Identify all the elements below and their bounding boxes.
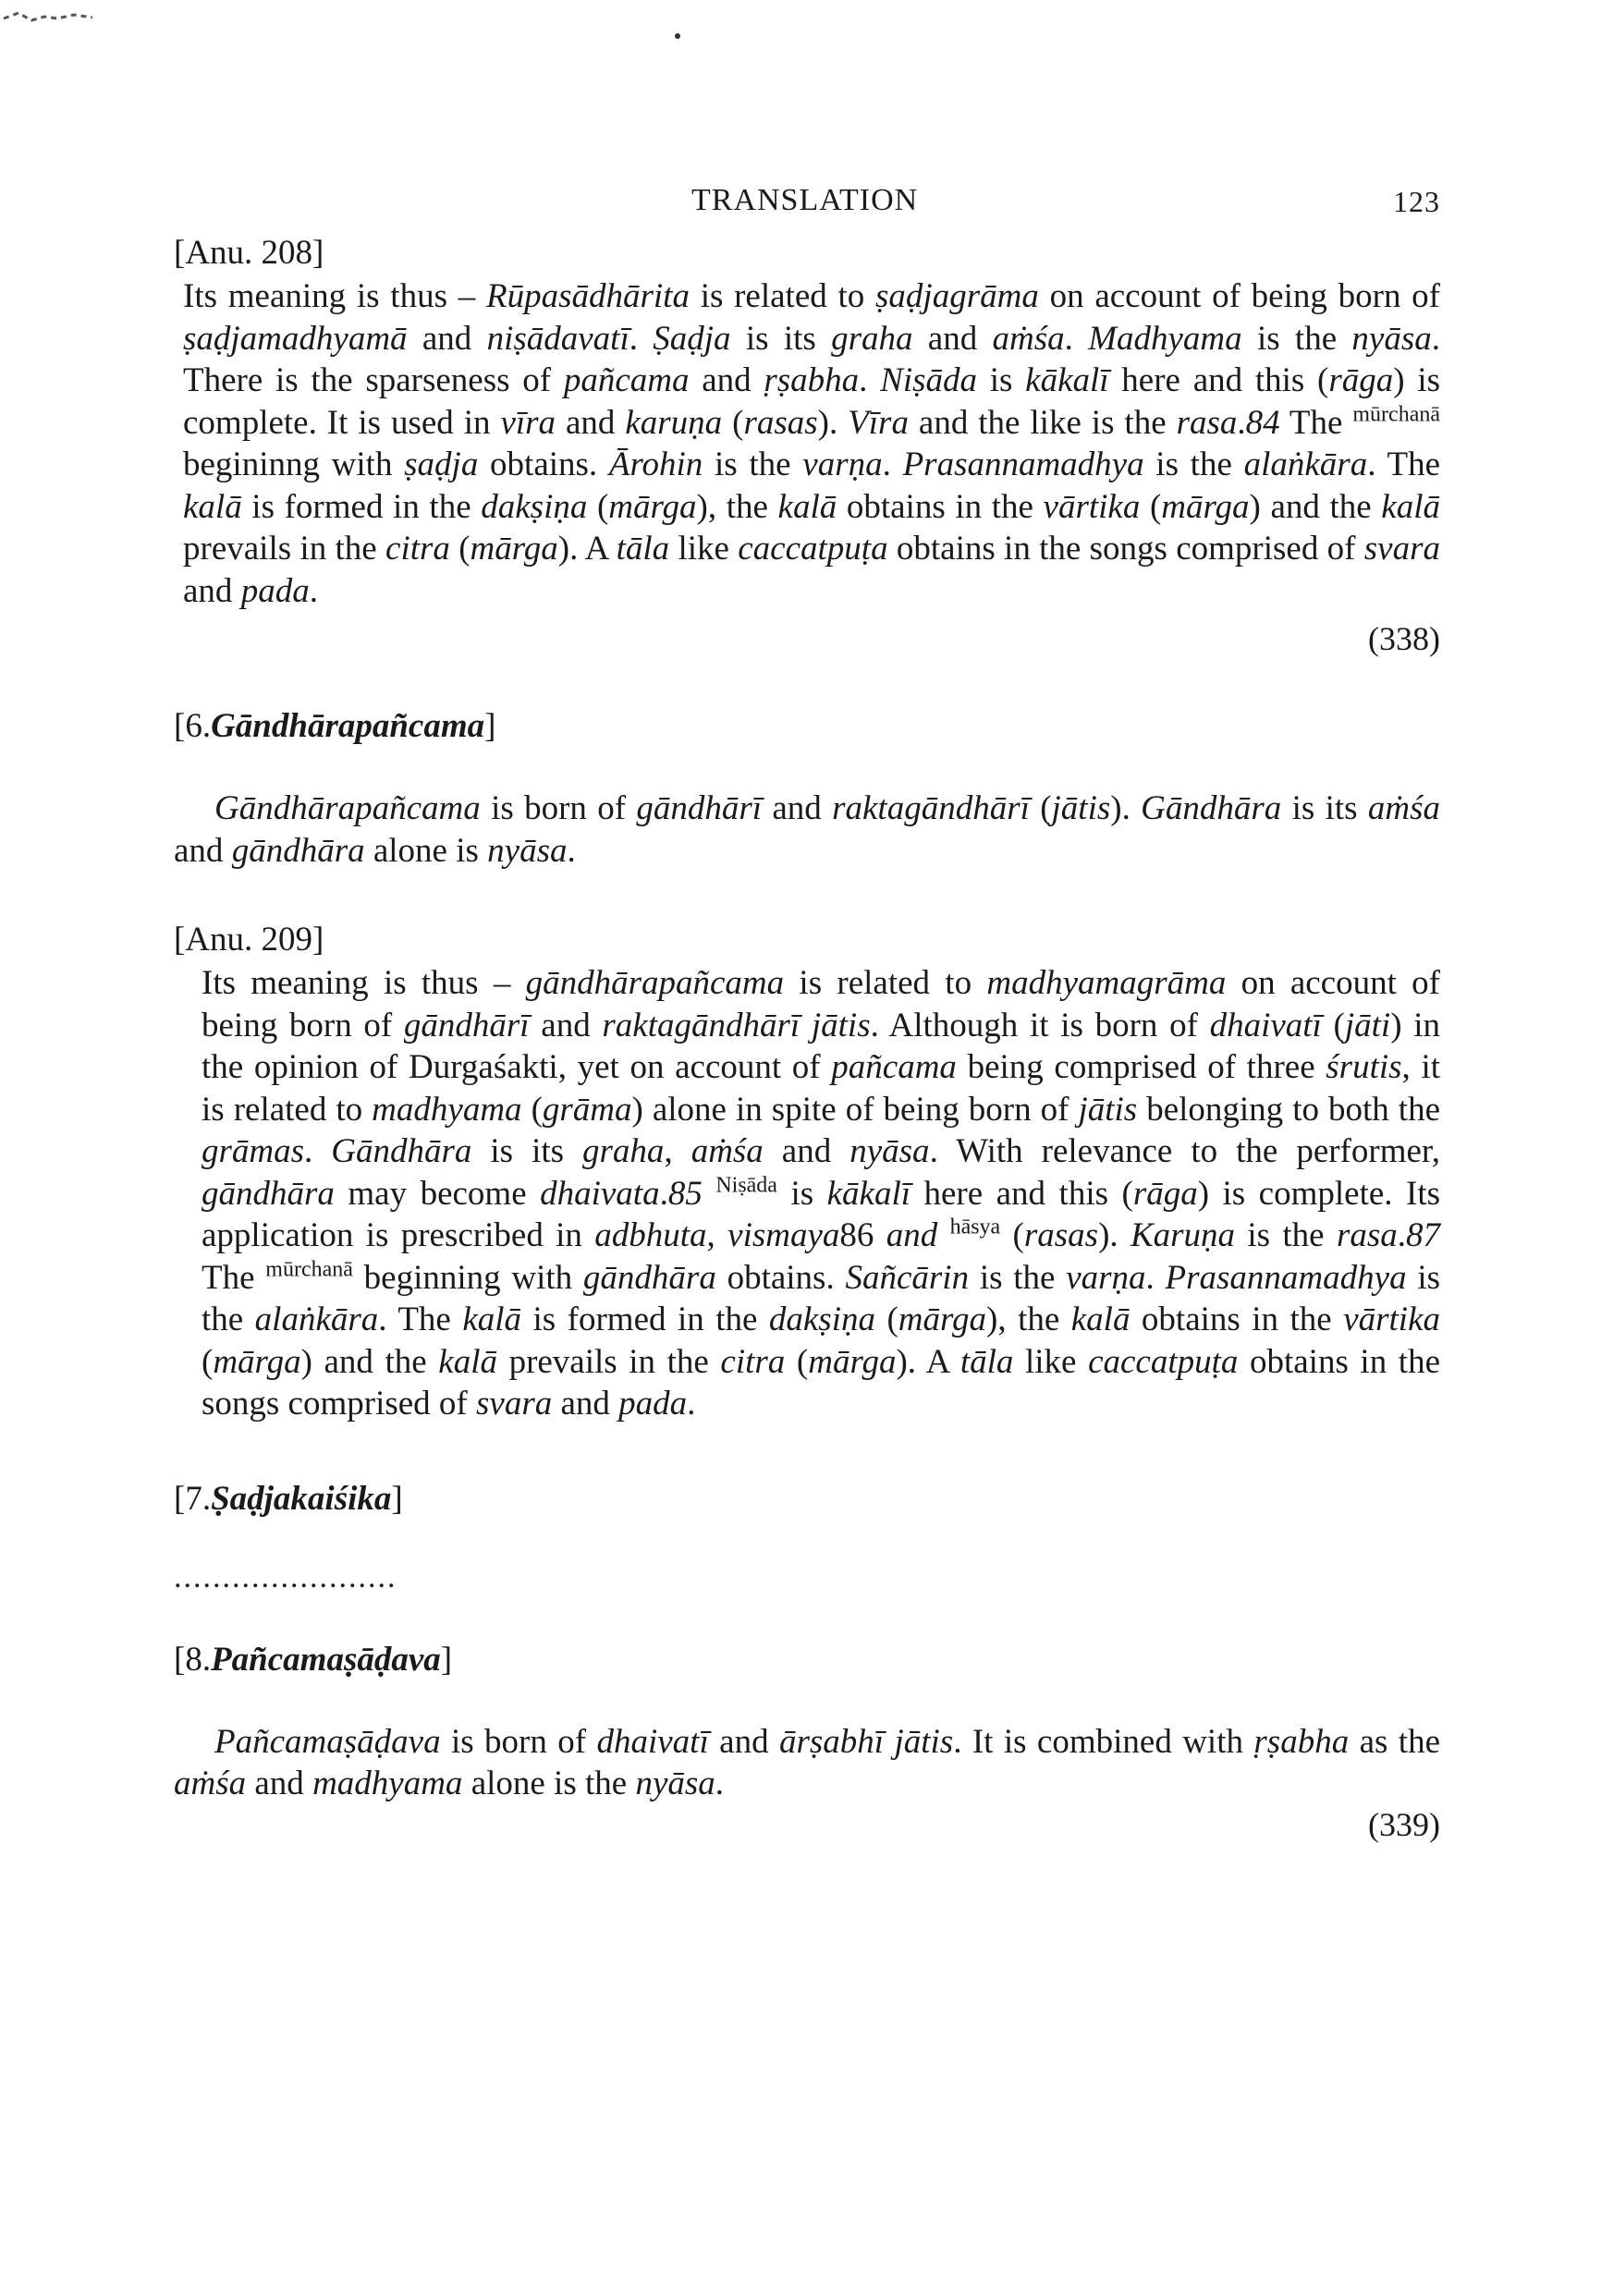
scan-dot-mark — [675, 33, 680, 39]
section-8-heading: [8.Pañcamaṣāḍava] — [174, 1640, 453, 1679]
anu-209-paragraph: Its meaning is thus – gāndhārapañcama is related to madhyamagrāma on account of being born of gāndhārī and raktagāndhārī jātis. Although it is born of dhaivatī (jāti) in the opinion of Durgaśakti, yet on account of pañcama being comprised of three śrutis, it is related to madhyama (grāma) alone in spite of being born of jātis belonging to both the grāmas. Gāndhāra is its graha, aṁśa and nyāsa. With relevance to the performer, gāndhāra may become dhaivata.85 $^{Niṣāda}$ is kākalī here and this (rāga) is complete. Its application is prescribed in adbhuta, vismaya86 and $^{hāsya}$ (rasas). Karuṇa is the rasa.87 The $^{mūrchanā}$ beginning with gāndhāra obtains. Sañcārin is the varṇa. Prasannamadhya is the alaṅkāra. The kalā is formed in the dakṣiṇa (mārga), the kalā obtains in the vārtika (mārga) and the kalā prevails in the citra (mārga). A tāla like caccatpuṭa obtains in the songs comprised of svara and pada. — [202, 964, 1441, 1423]
verse-reference-339: (339) — [1368, 1805, 1440, 1843]
section-6-heading: [6.Gāndhārapañcama] — [174, 707, 496, 745]
section-8-paragraph: Pañcamaṣāḍava is born of dhaivatī and ārṣabhī jātis. It is combined with ṛṣabha as the aṁśa and madhyama alone is the nyāsa. — [174, 1722, 1441, 1802]
page — [174, 166, 1440, 1844]
anu-208-label: [Anu. 208] — [174, 234, 324, 272]
verse-reference-338: (338) — [1368, 620, 1440, 657]
section-6-paragraph: Gāndhārapañcama is born of gāndhārī and raktagāndhārī (jātis). Gāndhāra is its aṁśa and gāndhāra alone is nyāsa. — [174, 789, 1440, 870]
page-number: 123 — [1393, 185, 1440, 218]
running-title: TRANSLATION — [691, 183, 919, 217]
footnote-86: hāsya — [949, 1215, 1001, 1240]
scan-corner-mark — [0, 0, 102, 37]
running-header — [174, 166, 1440, 222]
footnote-87: mūrchanā — [265, 1257, 353, 1282]
anu-209-label: [Anu. 209] — [174, 921, 324, 959]
omission-dots: ....................... — [174, 1559, 397, 1594]
anu-208-paragraph: Its meaning is thus – Rūpasādhārita is related to ṣaḍjagrāma on account of being born of ṣaḍjamadhyamā and niṣādavatī. Ṣaḍja is its graha and aṁśa. Madhyama is the nyāsa. There is the sparseness of pañcama and ṛṣabha. Niṣāda is kākalī here and this (rāga) is complete. It is used in vīra and karuṇa (rasas). Vīra and the like is the rasa.84 The $^{mūrchanā}$ begininng with ṣaḍja obtains. Ārohin is the varṇa. Prasannamadhya is the alaṅkāra. The kalā is formed in the dakṣiṇa (mārga), the kalā obtains in the vārtika (mārga) and the kalā prevails in the citra (mārga). A tāla like caccatpuṭa obtains in the songs comprised of svara and pada. — [183, 277, 1441, 610]
footnote-85: Niṣāda — [715, 1173, 777, 1198]
footnote-84: mūrchanā — [1352, 402, 1440, 427]
section-7-heading: [7.Ṣaḍjakaiśika] — [174, 1479, 403, 1518]
